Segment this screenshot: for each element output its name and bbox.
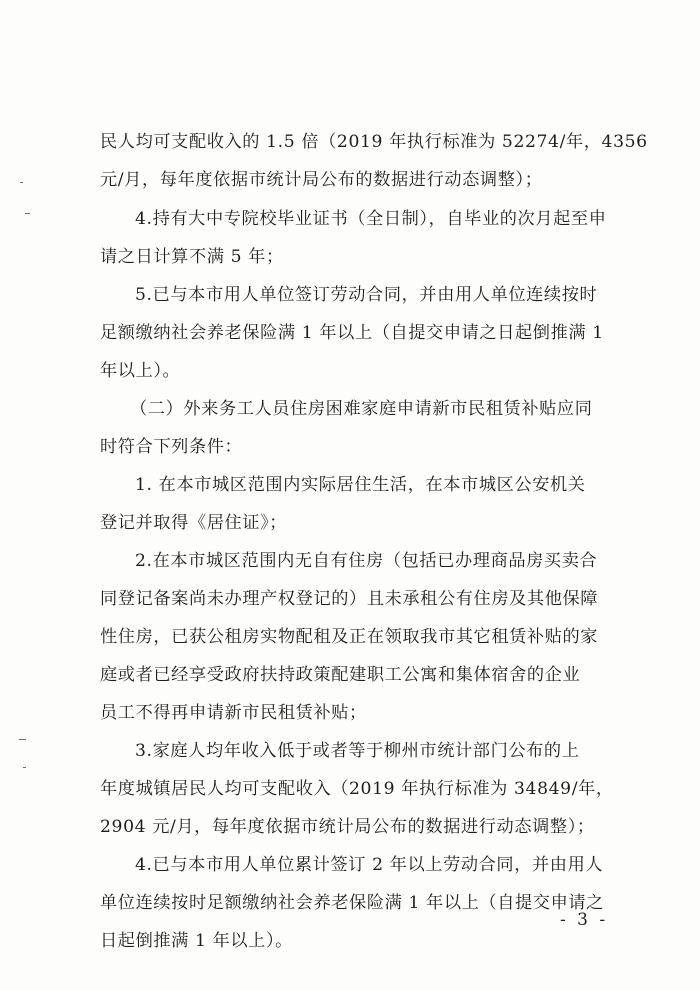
scan-speck xyxy=(25,213,30,214)
text-line: 单位连续按时足额缴纳社会养老保险满 1 年以上（自提交申请之 xyxy=(100,893,604,913)
scan-speck xyxy=(19,739,26,740)
text-line: 2904 元/月，每年度依据市统计局公布的数据进行动态调整）； xyxy=(100,817,595,837)
scan-speck xyxy=(23,767,26,768)
text-line: 4.持有大中专院校毕业证书（全日制），自毕业的次月起至申 xyxy=(135,209,607,229)
text-line: 足额缴纳社会养老保险满 1 年以上（自提交申请之日起倒推满 1 xyxy=(100,323,604,343)
text-line: 元/月，每年度依据市统计局公布的数据进行动态调整）； xyxy=(100,170,543,190)
section-heading: （二）外来务工人员住房困难家庭申请新市民租赁补贴应同 xyxy=(130,399,593,419)
text-line: 年以上）。 xyxy=(100,361,181,381)
text-line: 员工不得再申请新市民租赁补贴； xyxy=(100,703,367,723)
text-line: 登记并取得《居住证》； xyxy=(100,513,288,533)
scan-speck xyxy=(20,182,23,183)
text-line: 民人均可支配收入的 1.5 倍（2019 年执行标准为 52274/年，4356 xyxy=(100,132,648,152)
page-number: - 3 - xyxy=(560,910,609,930)
text-line: 2.在本市城区范围内无自有住房（包括已办理商品房买卖合 xyxy=(135,551,598,571)
text-line: 1. 在本市城区范围内实际居住生活，在本市城区公安机关 xyxy=(135,475,586,495)
text-line: 年度城镇居民人均可支配收入（2019 年执行标准为 34849/年， xyxy=(100,779,614,799)
text-line: 同登记备案尚未办理产权登记的）且未承租公有住房及其他保障 xyxy=(100,589,599,609)
text-line: 时符合下列条件： xyxy=(100,437,243,457)
text-line: 请之日计算不满 5 年； xyxy=(100,247,284,267)
text-line: 3.家庭人均年收入低于或者等于柳州市统计部门公布的上 xyxy=(135,741,580,761)
text-line: 日起倒推满 1 年以上）。 xyxy=(100,931,293,951)
text-line: 5.已与本市用人单位签订劳动合同，并由用人单位连续按时 xyxy=(135,285,598,305)
text-line: 4.已与本市用人单位累计签订 2 年以上劳动合同，并由用人 xyxy=(135,855,604,875)
text-line: 性住房，已获公租房实物配租及正在领取我市其它租赁补贴的家 xyxy=(100,627,599,647)
text-line: 庭或者已经享受政府扶持政策配建职工公寓和集体宿舍的企业 xyxy=(100,665,581,685)
